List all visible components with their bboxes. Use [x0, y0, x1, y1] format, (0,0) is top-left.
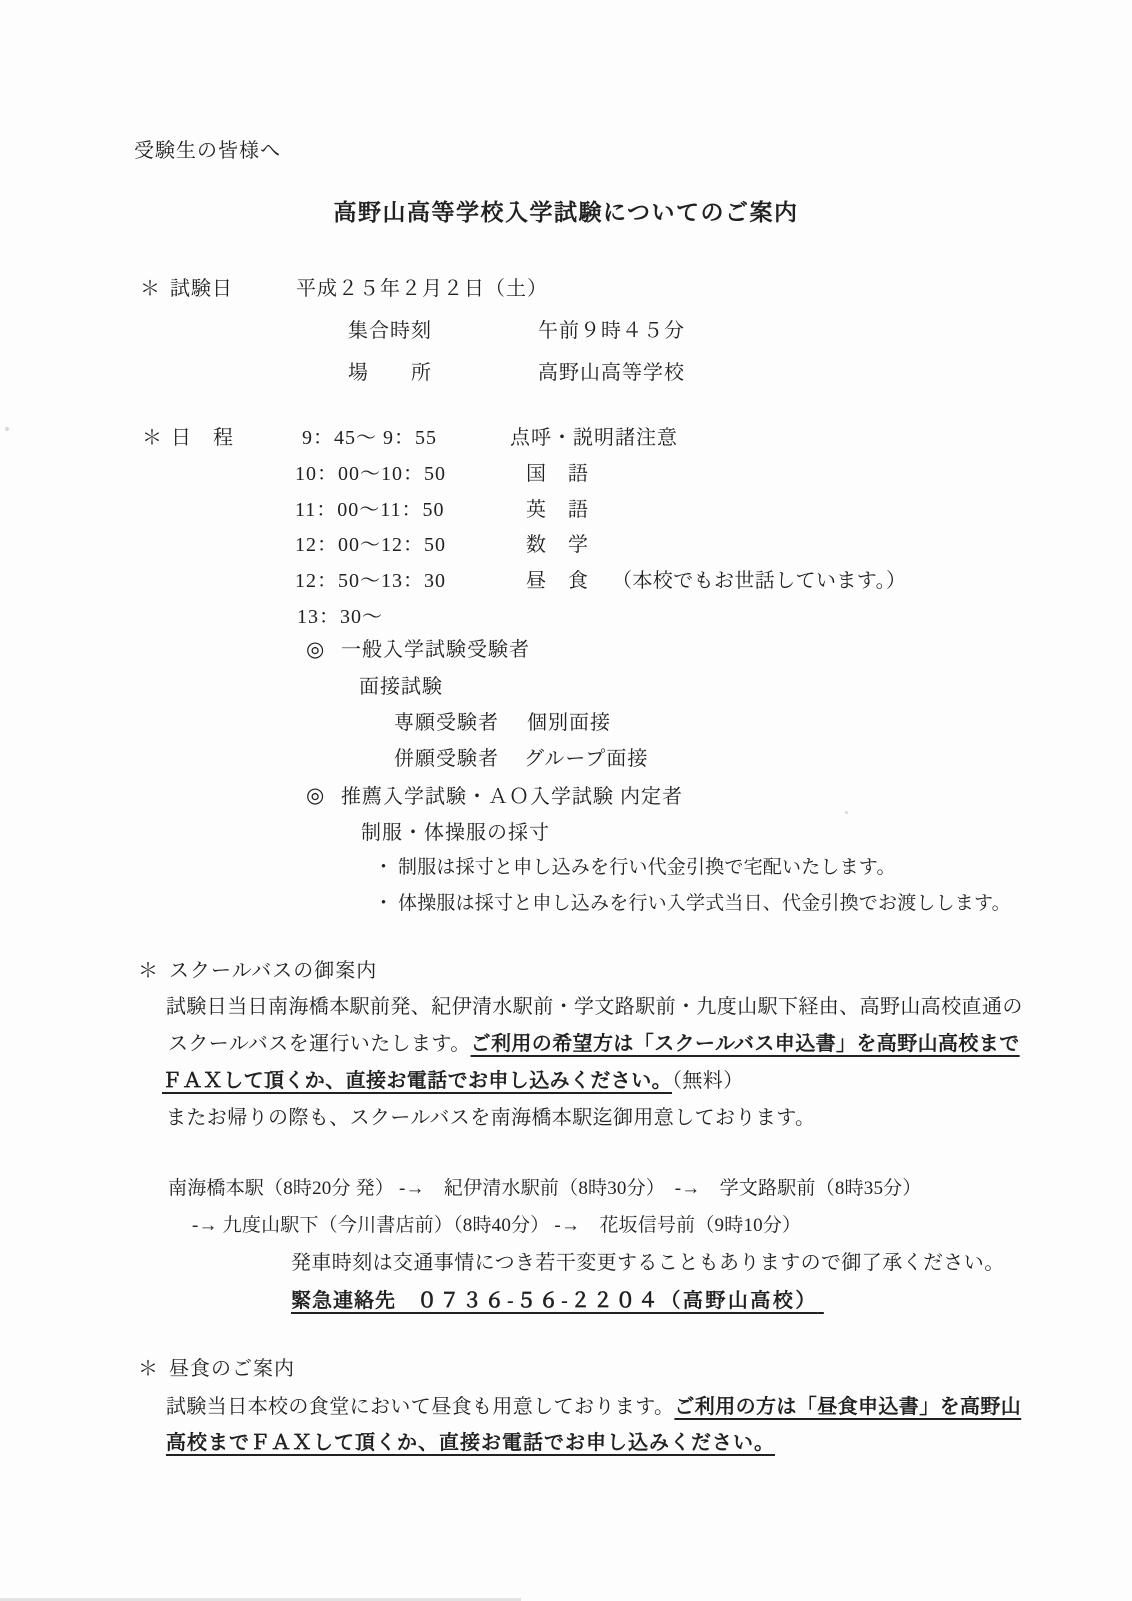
item-bullet: ・: [374, 893, 394, 914]
schedule-row-time: 12：00～12：50: [295, 534, 446, 556]
exam-day-label: 試験日: [170, 278, 233, 300]
bus-paragraph-line4: またお帰りの際も、スクールバスを南海橋本駅迄御用意しております。: [166, 1107, 816, 1129]
bus-route-line1: 南海橋本駅（8時20分 発） ‐→ 紀伊清水駅前（8時30分） ‐→ 学文路駅前（8時35分）: [168, 1178, 922, 1199]
exam-day-date: 平成２５年２月２日（土）: [296, 278, 548, 300]
schedule-row-time: 10：00～10：50: [295, 463, 446, 485]
bus-line3-normal: （無料）: [672, 1070, 744, 1092]
bus-section-heading: スクールバスの御案内: [169, 960, 378, 982]
meeting-time-value: 午前９時４５分: [538, 320, 685, 342]
schedule-label: 日 程: [171, 427, 234, 449]
bus-line3-emphasis: ＦＡＸして頂くか、直接お電話でお申し込みください。: [162, 1070, 672, 1092]
schedule-row-time: 12：50～13：30: [295, 570, 446, 592]
recommend-group-heading: 推薦入学試験・ＡＯ入学試験 内定者: [341, 786, 683, 808]
interview-pair-value: 個別面接: [527, 712, 611, 734]
general-group-heading: 一般入学試験受験者: [341, 639, 530, 661]
interview-pair-value: グループ面接: [524, 748, 649, 770]
interview-pair-label: 専願受験者: [394, 712, 499, 734]
lunch-line1-normal: 試験当日本校の食堂において昼食も用意しております。: [166, 1396, 675, 1418]
bus-paragraph-line2: [168, 1031, 1020, 1057]
schedule-row-note: （本校でもお世話しています。）: [612, 570, 907, 592]
lunch-line1-emphasis: ご利用の方は「昼食申込書」を高野山: [674, 1396, 1022, 1418]
bus-line2-emphasis: ご利用の希望方は「スクールバス申込書」を高野山高校まで: [470, 1033, 1020, 1055]
bus-paragraph-line1: 試験日当日南海橋本駅前発、紀伊清水駅前・学文路駅前・九度山駅下経由、高野山高校直通の: [166, 996, 1023, 1018]
double-circle-marker: ◎: [306, 637, 326, 661]
schedule-row-subject: 国 語: [526, 463, 589, 485]
departure-note: 発車時刻は交通事情につき若干変更することもありますので御了承ください。: [291, 1252, 1005, 1274]
schedule-row-subject: 点呼・説明諸注意: [510, 427, 678, 449]
salutation-text: 受験生の皆様へ: [134, 140, 281, 162]
bus-route-line2: ‐→ 九度山駅下（今川書店前）（8時40分） ‐→ 花坂信号前（9時10分）: [192, 1215, 802, 1236]
bus-paragraph-line3: [162, 1068, 744, 1094]
schedule-row-time: 13：30～: [297, 606, 383, 628]
double-circle-marker: ◎: [306, 783, 326, 807]
lunch-asterisk: ＊: [138, 1358, 159, 1380]
interview-pair-label: 併願受験者: [394, 748, 499, 770]
schedule-row-subject: 英 語: [526, 499, 589, 521]
schedule-asterisk: ＊: [142, 427, 163, 449]
lunch-line2-emphasis: 高校までＦＡＸして頂くか、直接お電話でお申し込みください。: [166, 1432, 775, 1454]
item-bullet: ・: [374, 857, 394, 878]
schedule-row-time: 11：00～11：50: [295, 499, 445, 521]
meeting-time-label: 集合時刻: [348, 320, 432, 342]
emergency-contact-label: 緊急連絡先: [291, 1290, 396, 1312]
scan-speck: [5, 427, 9, 431]
lunch-line2: [166, 1430, 775, 1456]
gym-item-text: 体操服は採寸と申し込みを行い入学式当日、代金引換でお渡しします。: [398, 893, 1011, 914]
emergency-contact-number: ０７３６‐５６‐２２０４（高野山高校）: [417, 1290, 818, 1312]
emergency-contact: [291, 1288, 824, 1314]
place-value: 高野山高等学校: [538, 362, 685, 384]
scan-speck: [845, 811, 848, 814]
bus-line2-normal: スクールバスを運行いたします。: [168, 1033, 471, 1055]
sizing-sub-heading: 制服・体操服の採寸: [361, 822, 550, 844]
lunch-line1: [166, 1394, 1021, 1420]
uniform-item-text: 制服は採寸と申し込みを行い代金引換で宅配いたします。: [398, 857, 896, 878]
bus-asterisk: ＊: [138, 960, 159, 982]
place-label: 場 所: [348, 362, 432, 384]
schedule-row-subject: 数 学: [526, 534, 589, 556]
schedule-row-time: 9：45～ 9：55: [302, 427, 437, 449]
exam-day-asterisk: ＊: [140, 278, 161, 300]
schedule-row-subject: 昼 食: [526, 570, 589, 592]
document-title: 高野山高等学校入学試験についてのご案内: [333, 200, 799, 225]
interview-sub-heading: 面接試験: [359, 676, 443, 698]
lunch-section-heading: 昼食のご案内: [169, 1358, 295, 1380]
